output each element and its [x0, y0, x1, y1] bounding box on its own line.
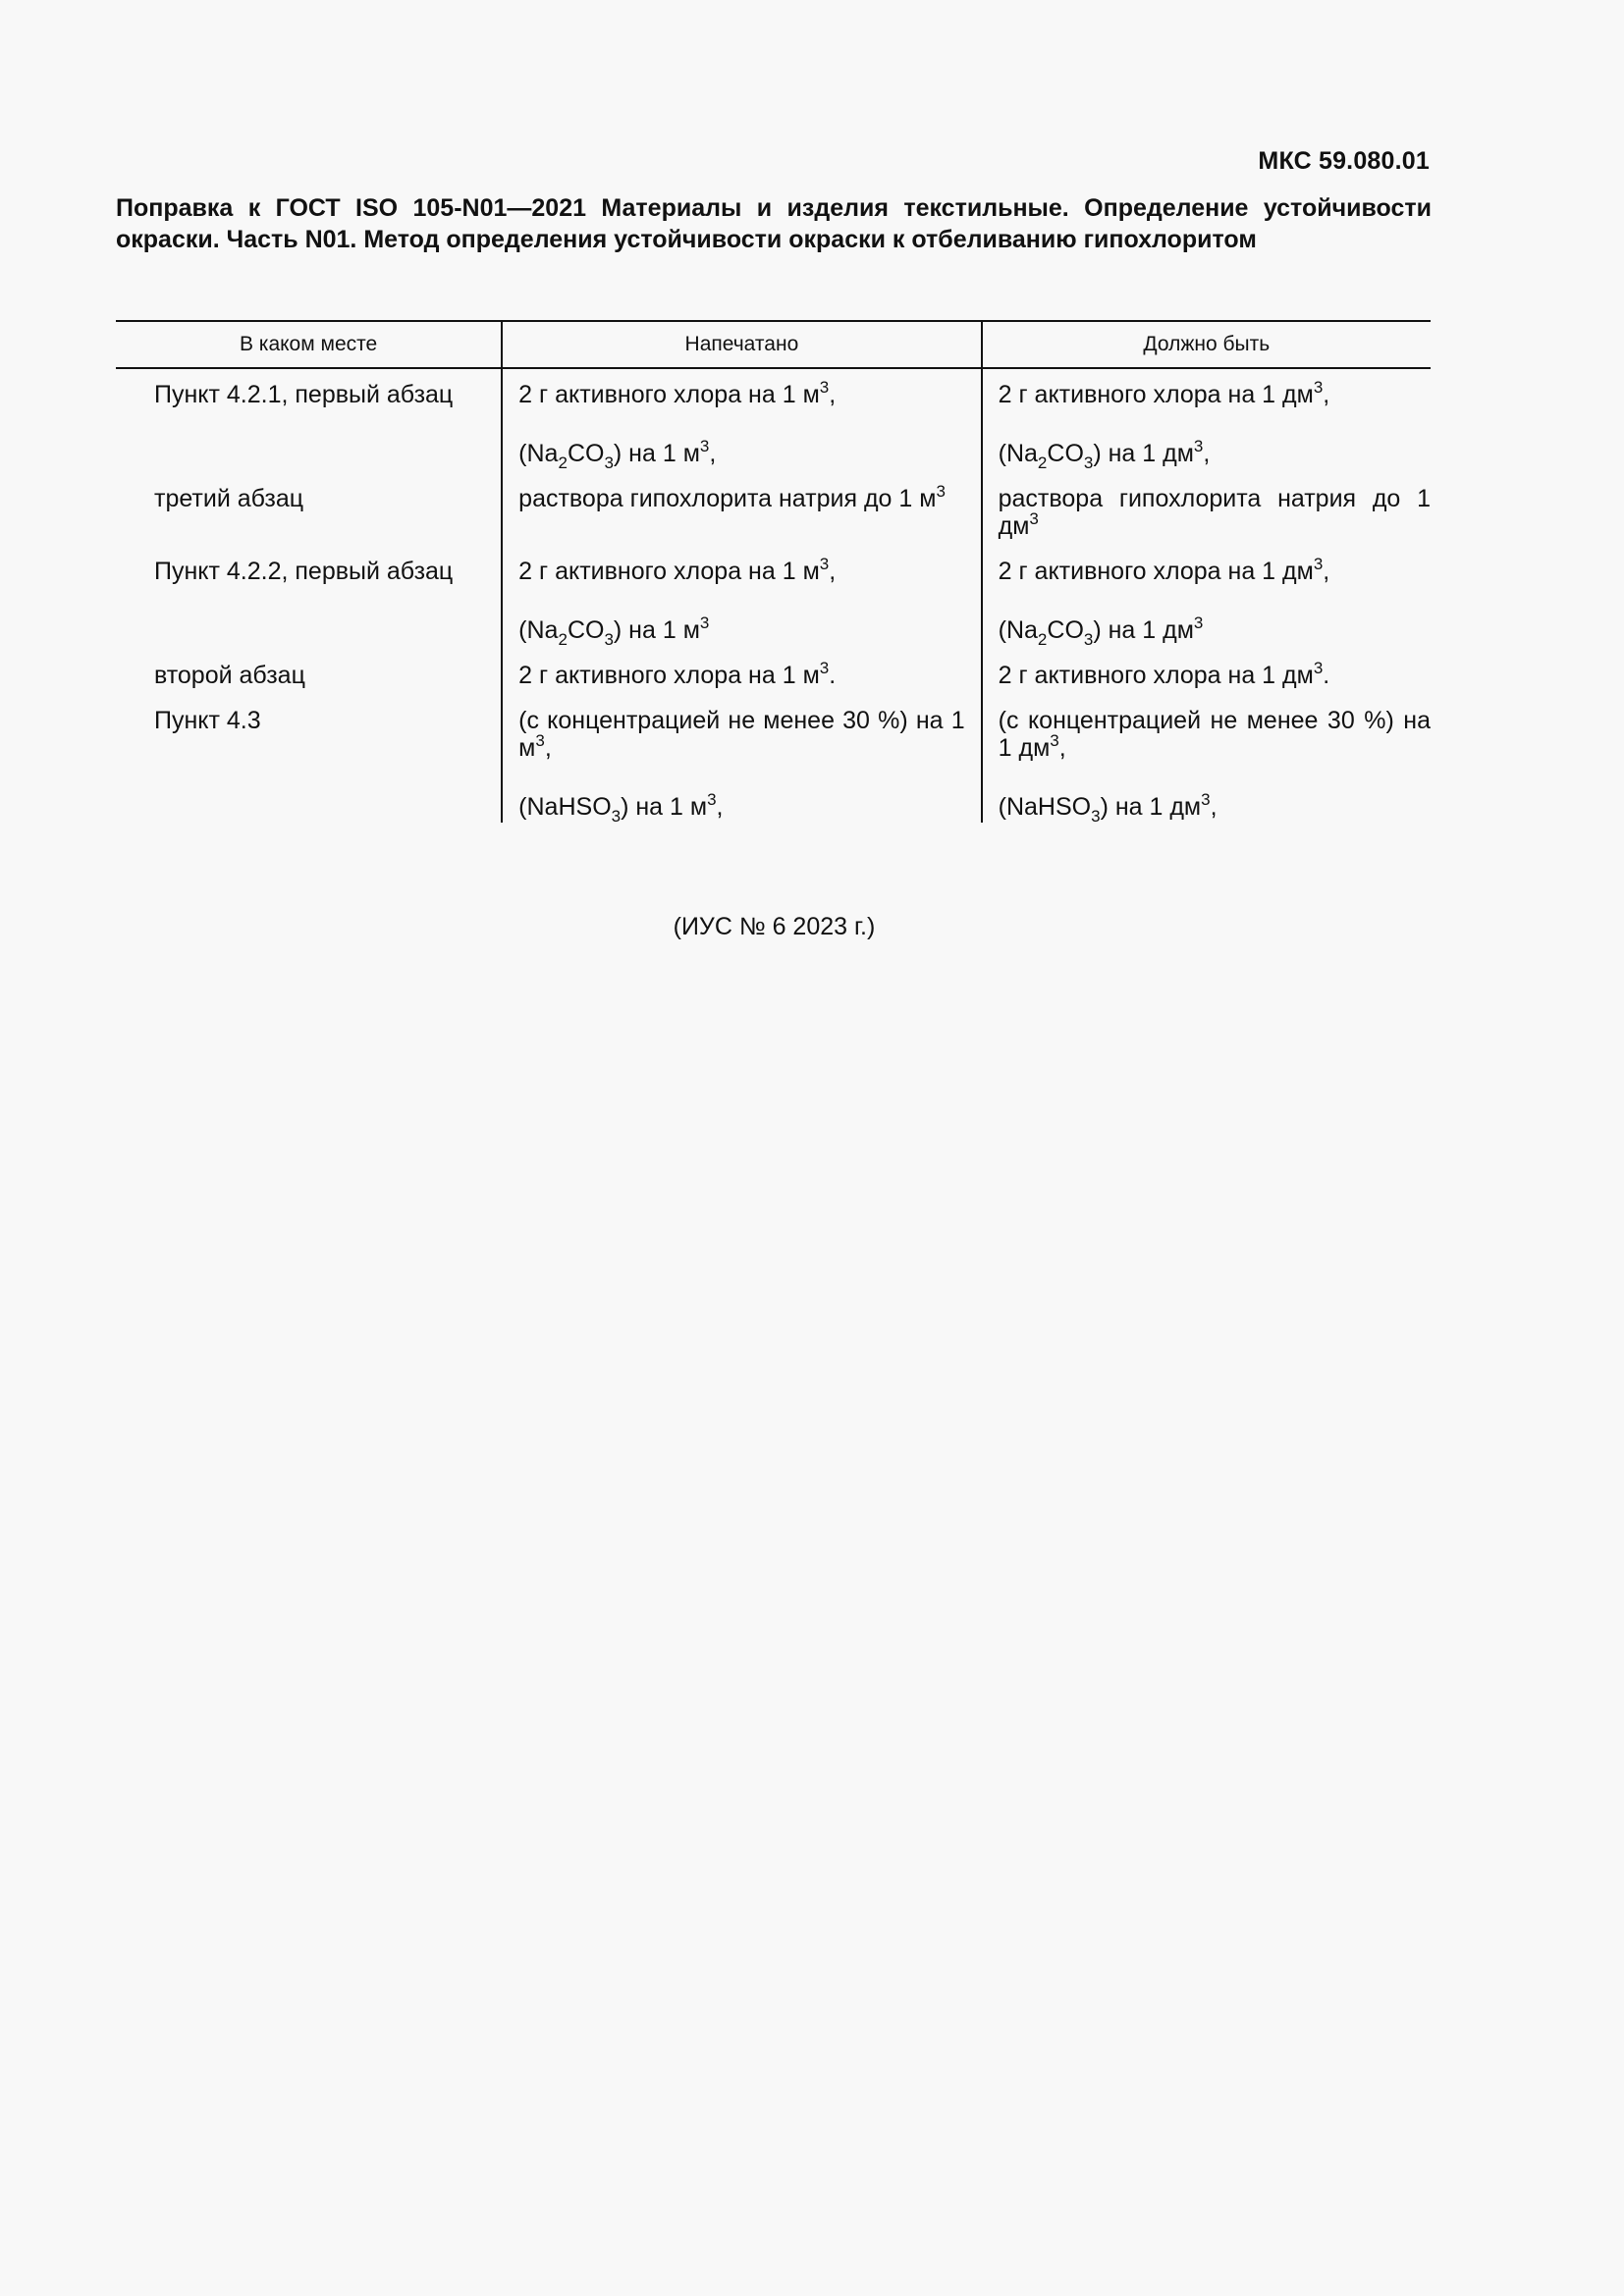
table-row	[116, 558, 1431, 603]
cell-place: второй абзац	[154, 662, 305, 689]
cell-printed: $(Na_2CO_3)$ на 1 $м^3$,	[502, 426, 981, 485]
table-row	[116, 368, 1431, 426]
column-header-should-be: Должно быть	[982, 321, 1431, 368]
amendment-title: Поправка к ГОСТ ISO 105-N01—2021 Материалы и изделия текстильные. Определение устойчивости окраски. Часть N01. Метод определения устойчивости окраски к отбеливанию гипохлоритом	[116, 194, 1432, 253]
cell-place: третий абзац	[154, 485, 304, 512]
cell-place	[116, 426, 502, 485]
cell-place: Пункт 4.2.2, первый абзац	[154, 558, 454, 585]
cell-printed: (с концентрацией не менее 30 %) на 1 $м^3$,	[502, 707, 981, 779]
cell-should-be: (NaHSO$_3$) на 1 $дм^3$,	[982, 779, 1431, 823]
cell-should-be: 2 г активного хлора на 1 $дм^3$.	[982, 662, 1431, 707]
mks-code: МКС 59.080.01	[1258, 147, 1430, 175]
table-row	[116, 603, 1431, 662]
cell-should-be: 2 г активного хлора на 1 $дм^3$,	[982, 558, 1431, 603]
cell-should-be: 2 г активного хлора на 1 $дм^3$,	[982, 368, 1431, 426]
amendment-table	[116, 320, 1431, 826]
cell-printed: 2 г активного хлора на 1 $м^3$,	[502, 558, 981, 603]
table-row	[116, 662, 1431, 707]
cell-place	[116, 603, 502, 662]
table-row	[116, 485, 1431, 558]
table-row	[116, 426, 1431, 485]
table-row	[116, 779, 1431, 823]
column-header-place: В каком месте	[116, 321, 502, 368]
cell-printed: 2 г активного хлора на 1 $м^3$,	[502, 368, 981, 426]
table-body	[116, 368, 1431, 826]
cell-printed: раствора гипохлорита натрия до 1 $м^3$	[502, 485, 981, 558]
table-row	[116, 707, 1431, 779]
cell-printed: 2 г активного хлора на 1 $м^3$.	[502, 662, 981, 707]
cell-place: Пункт 4.2.1, первый абзац	[154, 381, 454, 408]
cell-place: Пункт 4.3	[154, 707, 261, 734]
ius-reference: (ИУС № 6 2023 г.)	[673, 913, 876, 940]
cell-printed: $(Na_2CO_3)$ на 1 $м^3$	[502, 603, 981, 662]
table-header-row	[116, 321, 1431, 368]
column-header-printed: Напечатано	[502, 321, 981, 368]
cell-should-be: раствора гипохлорита натрия до 1 $дм^3$	[982, 485, 1431, 558]
cell-should-be: $(Na_2CO_3)$ на 1 $дм^3$,	[982, 426, 1431, 485]
cell-printed: (NaHSO$_3$) на 1 $м^3$,	[502, 779, 981, 823]
cell-place	[116, 779, 502, 823]
cell-should-be: $(Na_2CO_3)$ на 1 $дм^3$	[982, 603, 1431, 662]
cell-should-be: (с концентрацией не менее 30 %) на 1 $дм^3$,	[982, 707, 1431, 779]
